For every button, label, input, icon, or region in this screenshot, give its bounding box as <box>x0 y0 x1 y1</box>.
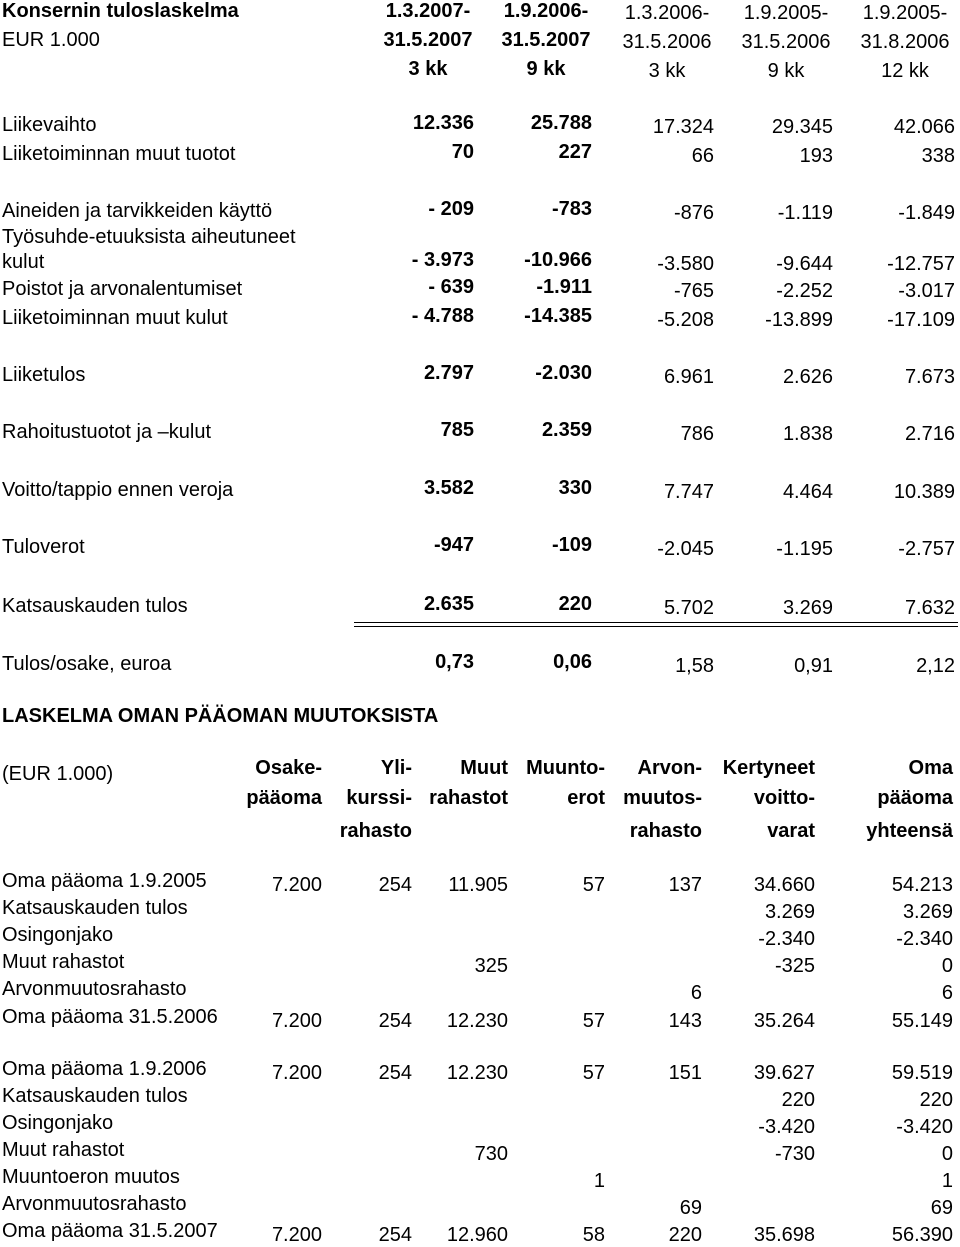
cell-value: - 209 <box>428 198 474 220</box>
equity-row-label: Oma pääoma 1.9.2006 <box>2 1058 207 1080</box>
equity-cell: -2.340 <box>758 928 815 950</box>
cell-value: - 4.788 <box>411 305 474 327</box>
cell-value: -5.208 <box>657 309 714 331</box>
equity-cell: 58 <box>582 1224 605 1246</box>
equity-cell: 35.264 <box>753 1010 815 1032</box>
equity-cell: 325 <box>474 955 508 977</box>
equity-cell: 6 <box>690 982 702 1004</box>
period-start: 1.9.2005- <box>862 2 948 24</box>
equity-cell: 137 <box>668 874 702 896</box>
column-header: pääoma <box>877 787 953 809</box>
equity-row-label: Arvonmuutosrahasto <box>2 1193 187 1215</box>
equity-row-label: Osingonjako <box>2 924 114 946</box>
row-label: Liiketulos <box>2 364 86 386</box>
equity-cell: 1 <box>593 1170 605 1192</box>
equity-cell: 57 <box>582 1062 605 1084</box>
cell-value: -1.119 <box>777 202 833 224</box>
total-double-underline <box>354 622 958 623</box>
period-length: 3 kk <box>648 60 686 82</box>
period-end: 31.8.2006 <box>860 31 950 53</box>
equity-cell: 3.269 <box>902 901 953 923</box>
cell-value: -765 <box>673 280 714 302</box>
equity-cell: 6 <box>941 982 953 1004</box>
cell-value: 25.788 <box>530 112 592 134</box>
equity-cell: 57 <box>582 1010 605 1032</box>
cell-value: - 3.973 <box>411 249 474 271</box>
period-start: 1.9.2005- <box>743 2 829 24</box>
cell-value: 330 <box>558 477 592 499</box>
equity-cell: 151 <box>668 1062 702 1084</box>
cell-value: -12.757 <box>887 253 955 275</box>
equity-cell: 55.149 <box>891 1010 953 1032</box>
cell-value: 17.324 <box>652 116 714 138</box>
cell-value: 7.747 <box>663 481 714 503</box>
cell-value: -1.849 <box>898 202 955 224</box>
column-header: Osake- <box>255 757 322 779</box>
row-label: Liiketoiminnan muut kulut <box>2 307 228 329</box>
equity-row-label: Oma pääoma 31.5.2007 <box>2 1220 218 1242</box>
column-header: kurssi- <box>346 787 412 809</box>
equity-cell: 730 <box>474 1143 508 1165</box>
period-end: 31.5.2007 <box>501 29 591 51</box>
cell-value: -13.899 <box>765 309 833 331</box>
cell-value: 193 <box>799 145 833 167</box>
cell-value: 0,73 <box>435 651 474 673</box>
equity-cell: 0 <box>941 1143 953 1165</box>
equity-cell: 0 <box>941 955 953 977</box>
equity-cell: 254 <box>378 1010 412 1032</box>
column-header: muutos- <box>623 787 702 809</box>
total-double-underline <box>354 626 958 627</box>
cell-value: 2.359 <box>541 419 592 441</box>
cell-value: 70 <box>451 141 474 163</box>
column-header: Oma <box>908 757 953 779</box>
equity-row-label: Oma pääoma 31.5.2006 <box>2 1006 218 1028</box>
period-start: 1.3.2006- <box>624 2 710 24</box>
cell-value: -3.017 <box>898 280 955 302</box>
equity-cell: 7.200 <box>271 874 322 896</box>
equity-cell: 254 <box>378 1062 412 1084</box>
column-header: rahastot <box>429 787 508 809</box>
equity-cell: 69 <box>679 1197 702 1219</box>
cell-value: 4.464 <box>782 481 833 503</box>
period-length: 9 kk <box>526 58 566 80</box>
period-end: 31.5.2007 <box>383 29 473 51</box>
cell-value: -1.195 <box>776 538 833 560</box>
column-header: Yli- <box>380 757 412 779</box>
column-header: rahasto <box>629 820 702 842</box>
cell-value: 10.389 <box>893 481 955 503</box>
cell-value: -2.030 <box>535 362 592 384</box>
row-label: Liikevaihto <box>2 114 97 136</box>
cell-value: 1.838 <box>782 423 833 445</box>
cell-value: 3.269 <box>782 597 833 619</box>
cell-value: 29.345 <box>771 116 833 138</box>
cell-value: -10.966 <box>524 249 592 271</box>
cell-value: -2.045 <box>657 538 714 560</box>
equity-cell: 1 <box>941 1170 953 1192</box>
row-label: Katsauskauden tulos <box>2 595 188 617</box>
period-end: 31.5.2006 <box>622 31 712 53</box>
equity-row-label: Muuntoeron muutos <box>2 1166 180 1188</box>
row-label: Työsuhde-etuuksista aiheutuneet <box>2 226 296 248</box>
period-length: 3 kk <box>408 58 448 80</box>
cell-value: 6.961 <box>663 366 714 388</box>
equity-row-label: Osingonjako <box>2 1112 114 1134</box>
period-length: 9 kk <box>767 60 805 82</box>
column-header: Kertyneet <box>722 757 815 779</box>
cell-value: 338 <box>921 145 955 167</box>
currency-label: EUR 1.000 <box>2 29 100 51</box>
cell-value: -783 <box>551 198 592 220</box>
cell-value: 2.716 <box>904 423 955 445</box>
row-label: Tulos/osake, euroa <box>2 653 172 675</box>
cell-value: 2.797 <box>423 362 474 384</box>
equity-cell: 57 <box>582 874 605 896</box>
equity-cell: 220 <box>781 1089 815 1111</box>
equity-cell: 254 <box>378 874 412 896</box>
cell-value: 2,12 <box>916 655 955 677</box>
cell-value: 5.702 <box>663 597 714 619</box>
cell-value: -3.580 <box>657 253 714 275</box>
equity-title: LASKELMA OMAN PÄÄOMAN MUUTOKSISTA <box>2 705 439 727</box>
cell-value: 2.635 <box>423 593 474 615</box>
equity-cell: -730 <box>774 1143 815 1165</box>
equity-cell: 12.960 <box>446 1224 508 1246</box>
equity-cell: 220 <box>919 1089 953 1111</box>
cell-value: 0,06 <box>553 651 592 673</box>
equity-cell: 69 <box>930 1197 953 1219</box>
column-header: erot <box>567 787 605 809</box>
cell-value: 42.066 <box>893 116 955 138</box>
cell-value: 227 <box>558 141 592 163</box>
cell-value: 1,58 <box>675 655 714 677</box>
equity-cell: 7.200 <box>271 1062 322 1084</box>
equity-cell: 254 <box>378 1224 412 1246</box>
column-header: yhteensä <box>866 820 953 842</box>
row-label: Aineiden ja tarvikkeiden käyttö <box>2 200 273 222</box>
equity-row-label: Muut rahastot <box>2 951 125 973</box>
equity-row-label: Muut rahastot <box>2 1139 125 1161</box>
equity-cell: 59.519 <box>891 1062 953 1084</box>
income-title: Konsernin tuloslaskelma <box>2 0 239 22</box>
equity-row-label: Arvonmuutosrahasto <box>2 978 187 1000</box>
cell-value: 2.626 <box>782 366 833 388</box>
column-header: varat <box>767 820 815 842</box>
equity-cell: 220 <box>668 1224 702 1246</box>
equity-cell: 34.660 <box>753 874 815 896</box>
cell-value: 7.673 <box>904 366 955 388</box>
equity-row-label: Oma pääoma 1.9.2005 <box>2 870 207 892</box>
equity-cell: 11.905 <box>448 874 508 896</box>
column-header: Muut <box>460 757 508 779</box>
column-header: pääoma <box>246 787 322 809</box>
cell-value: 786 <box>680 423 714 445</box>
period-start: 1.3.2007- <box>385 0 471 22</box>
period-length: 12 kk <box>881 60 929 82</box>
equity-cell: 56.390 <box>891 1224 953 1246</box>
period-start: 1.9.2006- <box>503 0 589 22</box>
equity-cell: 12.230 <box>446 1010 508 1032</box>
cell-value: -9.644 <box>776 253 833 275</box>
column-header: Muunto- <box>526 757 605 779</box>
equity-cell: 7.200 <box>271 1010 322 1032</box>
equity-cell: -325 <box>774 955 815 977</box>
column-header: rahasto <box>339 820 412 842</box>
cell-value: -2.252 <box>776 280 833 302</box>
row-label-cont: kulut <box>2 251 45 273</box>
equity-cell: 3.269 <box>764 901 815 923</box>
row-label: Tuloverot <box>2 536 85 558</box>
cell-value: 7.632 <box>904 597 955 619</box>
equity-cell: -3.420 <box>896 1116 953 1138</box>
cell-value: -876 <box>673 202 714 224</box>
column-header: voitto- <box>753 787 815 809</box>
row-label: Voitto/tappio ennen veroja <box>2 479 234 501</box>
cell-value: -109 <box>551 534 592 556</box>
equity-unit: (EUR 1.000) <box>2 763 114 785</box>
equity-cell: 7.200 <box>271 1224 322 1246</box>
cell-value: 12.336 <box>412 112 474 134</box>
cell-value: -17.109 <box>887 309 955 331</box>
cell-value: 785 <box>440 419 474 441</box>
equity-row-label: Katsauskauden tulos <box>2 1085 188 1107</box>
cell-value: -2.757 <box>898 538 955 560</box>
equity-cell: -3.420 <box>758 1116 815 1138</box>
equity-cell: 39.627 <box>753 1062 815 1084</box>
cell-value: -14.385 <box>524 305 592 327</box>
row-label: Rahoitustuotot ja –kulut <box>2 421 212 443</box>
cell-value: 0,91 <box>794 655 833 677</box>
equity-cell: 143 <box>668 1010 702 1032</box>
cell-value: -947 <box>433 534 474 556</box>
row-label: Liiketoiminnan muut tuotot <box>2 143 236 165</box>
cell-value: 3.582 <box>423 477 474 499</box>
equity-row-label: Katsauskauden tulos <box>2 897 188 919</box>
cell-value: 66 <box>691 145 714 167</box>
equity-cell: 35.698 <box>753 1224 815 1246</box>
equity-cell: 54.213 <box>891 874 953 896</box>
cell-value: 220 <box>558 593 592 615</box>
equity-cell: -2.340 <box>896 928 953 950</box>
cell-value: - 639 <box>428 276 474 298</box>
period-end: 31.5.2006 <box>741 31 831 53</box>
column-header: Arvon- <box>637 757 702 779</box>
equity-cell: 12.230 <box>446 1062 508 1084</box>
row-label: Poistot ja arvonalentumiset <box>2 278 243 300</box>
cell-value: -1.911 <box>536 276 592 298</box>
